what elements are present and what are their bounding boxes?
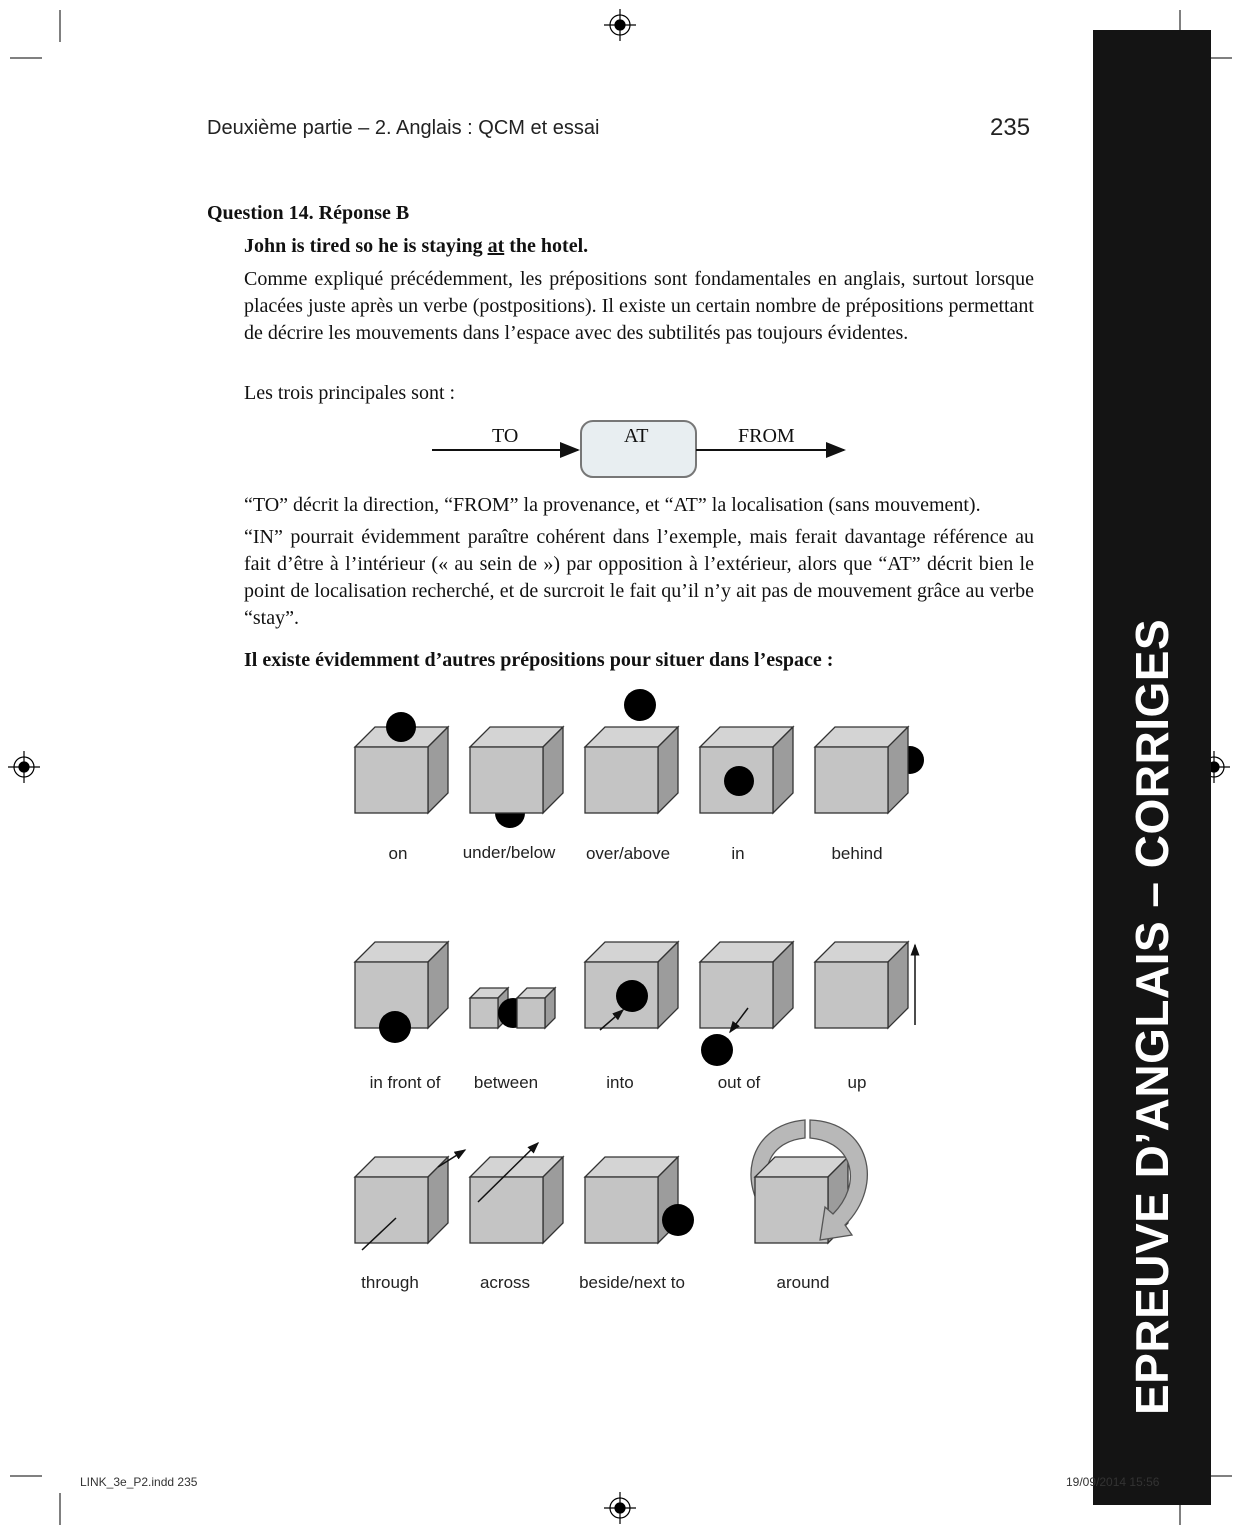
prep-label-under-below: under/below bbox=[462, 843, 556, 862]
from-label: FROM bbox=[738, 425, 795, 447]
ball-over bbox=[624, 689, 656, 721]
prep-label-up: up bbox=[847, 1073, 867, 1092]
cube-under bbox=[470, 727, 563, 828]
cube-across bbox=[470, 1143, 563, 1243]
prep-label-between: between bbox=[473, 1073, 539, 1092]
cubes-between bbox=[470, 988, 555, 1028]
page-number: 235 bbox=[990, 114, 1031, 141]
registration-mark-left bbox=[8, 751, 40, 783]
paragraph-to-from-at: “TO” décrit la direction, “FROM” la provenance, et “AT” la localisation (sans mouvement). bbox=[244, 494, 981, 516]
prep-label-beside-next-to: beside/next to bbox=[579, 1273, 685, 1292]
question-title: Question 14. Réponse B bbox=[207, 202, 410, 224]
footer-date-slug: 19/09/2014 15:56 bbox=[1066, 1475, 1160, 1489]
prep-label-through: through bbox=[361, 1273, 419, 1292]
cube-around bbox=[751, 1120, 867, 1243]
chapter-side-tab-label: EPREUVE D’ANGLAIS – CORRIGES bbox=[1126, 618, 1178, 1415]
other-prepositions-heading: Il existe évidemment d’autres prépositions pour situer dans l’espace : bbox=[244, 649, 834, 671]
cube-into bbox=[585, 942, 678, 1030]
prep-label-behind: behind bbox=[831, 844, 883, 863]
footer-file-slug: LINK_3e_P2.indd 235 bbox=[80, 1475, 198, 1489]
cube-in-front-of bbox=[355, 942, 448, 1043]
cube-behind bbox=[815, 727, 924, 813]
prep-label-out-of: out of bbox=[717, 1073, 761, 1092]
to-at-from-diagram bbox=[420, 412, 860, 484]
running-header: Deuxième partie – 2. Anglais : QCM et essai bbox=[207, 117, 600, 139]
cube-on bbox=[355, 712, 448, 813]
cube-in bbox=[700, 727, 793, 813]
cube-up bbox=[815, 942, 915, 1028]
ball-out-of bbox=[701, 1034, 733, 1066]
prep-label-around: around bbox=[776, 1273, 830, 1292]
paragraph-in: “IN” pourrait évidemment paraître cohérent dans l’exemple, mais ferait davantage référence au fait d’être à l’intérieur (« au sein de ») par opposition à l’extérieur, alors que “AT” décrit bien le point de localisation recherché, et de surcroit le fait qu’il n’y ait pas de mouvement grâce au verbe “stay”. bbox=[244, 526, 1034, 629]
ball-into bbox=[616, 980, 648, 1012]
paragraph-intro: Comme expliqué précédemment, les prépositions sont fondamentales en anglais, surtout lorsque placées juste après un verbe (postpositions). Il existe un certain nombre de prépositions permettant de décrire les mouvements dans l’espace avec des subtilités pas toujours évidentes. bbox=[244, 268, 1034, 344]
cube-over bbox=[585, 689, 678, 813]
ball-on bbox=[386, 712, 416, 742]
registration-mark-top bbox=[604, 9, 636, 41]
prep-label-in-front-of: in front of bbox=[369, 1073, 441, 1092]
at-label: AT bbox=[624, 425, 649, 447]
prep-label-into: into bbox=[606, 1073, 634, 1092]
registration-mark-bottom bbox=[604, 1492, 636, 1524]
cube-out-of bbox=[700, 942, 793, 1066]
example-sentence: John is tired so he is staying at the hotel. bbox=[244, 235, 589, 257]
underlined-preposition: at bbox=[487, 235, 505, 257]
ball-in bbox=[724, 766, 754, 796]
ball-beside bbox=[662, 1204, 694, 1236]
prep-label-across: across bbox=[479, 1273, 531, 1292]
paragraph-three-main: Les trois principales sont : bbox=[244, 382, 456, 404]
prep-label-on: on bbox=[388, 844, 408, 863]
prepositions-illustration bbox=[330, 680, 950, 1280]
cube-through bbox=[355, 1150, 465, 1250]
prep-label-over-above: over/above bbox=[585, 844, 671, 863]
to-label: TO bbox=[492, 425, 519, 447]
cube-beside bbox=[585, 1157, 694, 1243]
ball-in-front-of bbox=[379, 1011, 411, 1043]
prep-label-in: in bbox=[731, 844, 745, 863]
